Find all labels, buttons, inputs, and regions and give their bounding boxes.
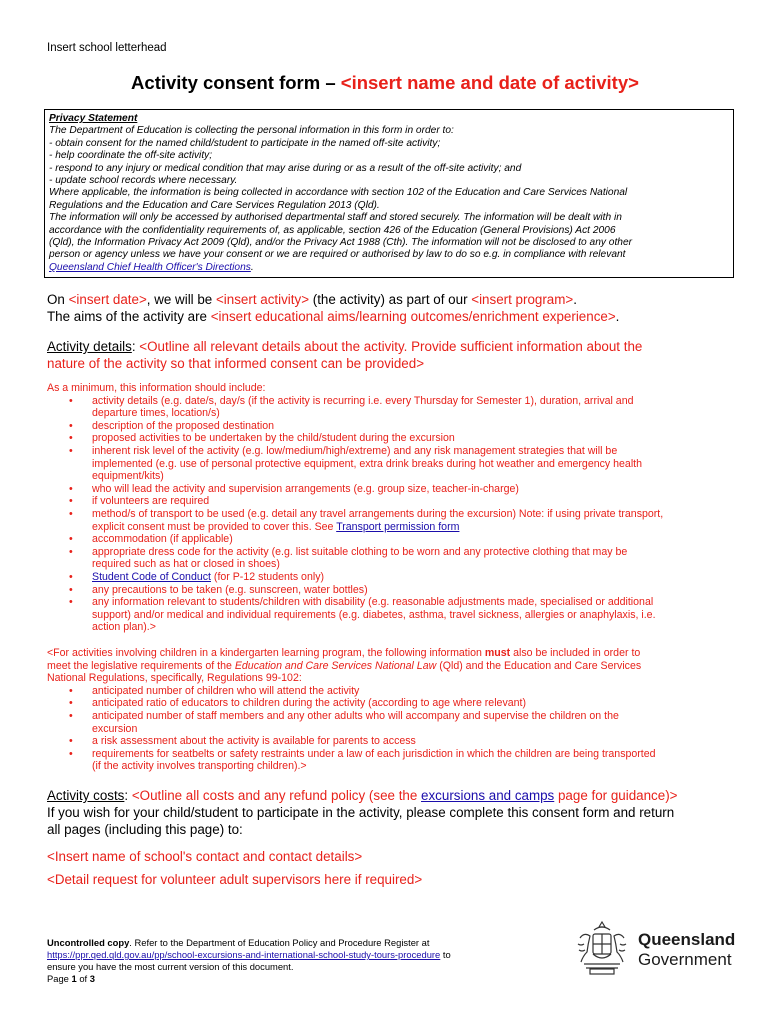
kindergarten-section bbox=[47, 647, 656, 773]
uncontrolled-copy-label: Uncontrolled copy bbox=[47, 937, 130, 948]
volunteer-placeholder: <Detail request for volunteer adult supervisors here if required> bbox=[47, 872, 423, 887]
details-colon: : bbox=[131, 339, 140, 354]
costs-line-1: Activity costs: <Outline all costs and any refund policy (see the excursions and camps page for guidance)> bbox=[47, 788, 678, 803]
transport-permission-link[interactable]: Transport permission form bbox=[336, 520, 460, 533]
footer bbox=[47, 937, 451, 985]
intro-paragraph bbox=[47, 291, 619, 325]
intro-text: (the activity) as part of our bbox=[309, 292, 472, 307]
privacy-link-suffix: . bbox=[250, 261, 254, 273]
privacy-line: Where applicable, the information is being collected in accordance with section 102 of the Education and Care Services National bbox=[49, 187, 628, 199]
minimum-intro: As a minimum, this information should include: bbox=[47, 382, 266, 394]
privacy-statement-box bbox=[44, 109, 734, 278]
activity-costs-heading: Activity costs bbox=[47, 788, 125, 803]
date-placeholder: <insert date> bbox=[68, 292, 147, 307]
costs-line-3: all pages (including this page) to: bbox=[47, 822, 243, 837]
activity-details-section bbox=[47, 338, 642, 372]
intro-text: On bbox=[47, 292, 69, 307]
program-placeholder: <insert program> bbox=[471, 292, 574, 307]
kinder-line: National Regulations, specifically, Regulations 99-102: bbox=[47, 672, 302, 685]
privacy-line: The information will only be accessed by authorised departmental staff and stored securely. The information will be dealt with in bbox=[49, 212, 622, 224]
privacy-line: - obtain consent for the named child/student to participate in the named off-site activity; bbox=[49, 137, 441, 149]
list-item: • requirements for seatbelts or safety restraints under a law of each jurisdiction in which the children are being transported (if the activity involves transporting children).> bbox=[47, 748, 656, 773]
activity-details-heading: Activity details bbox=[47, 339, 132, 354]
list-item: • if volunteers are required bbox=[47, 495, 663, 508]
minimum-info-section bbox=[47, 382, 663, 634]
intro-text: . bbox=[615, 309, 620, 324]
list-item: • proposed activities to be undertaken by the child/student during the excursion bbox=[47, 432, 663, 445]
title-prefix: Activity consent form – bbox=[131, 72, 341, 93]
privacy-line: - help coordinate the off-site activity; bbox=[49, 150, 213, 162]
minimum-list bbox=[47, 395, 663, 634]
logo-wordmark bbox=[638, 930, 735, 970]
contact-placeholder: <Insert name of school's contact and contact details> bbox=[47, 849, 363, 864]
list-item: • Student Code of Conduct (for P-12 students only) bbox=[47, 571, 663, 584]
kinder-list bbox=[47, 685, 656, 773]
details-line-1 bbox=[47, 338, 642, 355]
footer-line-3: ensure you have the most current version of this document. bbox=[47, 961, 294, 972]
privacy-line: - respond to any injury or medical condition that may arise during or as a result of the off-site activity; and bbox=[49, 162, 522, 174]
details-placeholder: <Outline all relevant details about the activity. Provide sufficient information about the bbox=[139, 339, 643, 354]
privacy-link-line bbox=[49, 262, 729, 274]
details-placeholder: nature of the activity so that informed consent can be provided> bbox=[47, 356, 425, 371]
list-item: • a risk assessment about the activity is available for parents to access bbox=[47, 735, 656, 748]
list-item: • anticipated number of staff members and any other adults who will accompany and supervise the children on the excursion bbox=[47, 710, 656, 735]
aims-placeholder: <insert educational aims/learning outcomes/enrichment experience> bbox=[210, 309, 616, 324]
letterhead-placeholder: Insert school letterhead bbox=[47, 42, 167, 54]
privacy-line: Regulations and the Education and Care Services Regulation 2013 (Qld). bbox=[49, 199, 380, 211]
activity-costs-section bbox=[47, 787, 677, 838]
privacy-line: person or agency unless we have your consent or we are required or authorised by law to do so e.g. in compliance with relevant bbox=[49, 249, 626, 261]
chief-health-officer-link[interactable]: Queensland Chief Health Officer's Directions bbox=[49, 261, 251, 273]
privacy-line: accordance with the confidentiality requirements of, as applicable, section 426 of the Education (General Provisions) Act 2006 bbox=[49, 224, 616, 236]
title-placeholder: <insert name and date of activity> bbox=[340, 72, 639, 93]
list-item: • description of the proposed destination bbox=[47, 420, 663, 433]
intro-text: . bbox=[573, 292, 577, 307]
list-item: • accommodation (if applicable) bbox=[47, 533, 663, 546]
kinder-line: <For activities involving children in a kindergarten learning program, the following information must also be included in order to bbox=[47, 647, 641, 659]
list-item: • appropriate dress code for the activity (e.g. list suitable clothing to be worn and any protective clothing that may be required such as hat or closed in shoes) bbox=[47, 546, 663, 571]
logo-line-1: Queensland bbox=[638, 930, 736, 949]
intro-text: , we will be bbox=[146, 292, 216, 307]
intro-text: The aims of the activity are bbox=[47, 309, 211, 324]
list-item: • method/s of transport to be used (e.g. detail any travel arrangements during the excursion) Note: if using private transport, explicit consent must be provided to cover this. See Transport permission form bbox=[47, 508, 663, 533]
list-item: • any information relevant to students/children with disability (e.g. reasonable adjustments made, specialised or additional support) and/or medical and individual requirements (e.g. diabetes, asthma, travel sickness, allergies or anaphylaxis, i.e. action plan).> bbox=[47, 596, 663, 634]
privacy-heading: Privacy Statement bbox=[49, 113, 138, 124]
coat-of-arms-icon bbox=[572, 918, 632, 976]
costs-line-2: If you wish for your child/student to participate in the activity, please complete this consent form and return bbox=[47, 805, 675, 820]
logo-line-2: Government bbox=[638, 950, 732, 969]
footer-line-2: https://ppr.qed.qld.gov.au/pp/school-excursions-and-international-school-study-tours-procedure to bbox=[47, 949, 451, 960]
privacy-line: (Qld), the Information Privacy Act 2009 (Qld), and/or the Privacy Act 1988 (Cth). The information will not be disclosed to any other bbox=[49, 237, 633, 249]
list-item: • inherent risk level of the activity (e.g. low/medium/high/extreme) and any risk management strategies that will be implemented (e.g. use of personal protective equipment, extra drink breaks during hot weather and emergency health equipment/kits) bbox=[47, 445, 663, 483]
list-item: • anticipated ratio of educators to children during the activity (according to age where relevant) bbox=[47, 697, 656, 710]
student-code-of-conduct-link[interactable]: Student Code of Conduct bbox=[92, 570, 211, 583]
list-item: • any precautions to be taken (e.g. sunscreen, water bottles) bbox=[47, 584, 663, 597]
list-item: • activity details (e.g. date/s, day/s (if the activity is recurring i.e. every Thursday for Semester 1), duration, arrival and departure times, location/s) bbox=[47, 395, 663, 420]
ppr-procedure-link[interactable]: https://ppr.qed.qld.gov.au/pp/school-excursions-and-international-school-study-tours-procedure bbox=[47, 949, 441, 960]
page-title bbox=[0, 72, 770, 94]
privacy-line: The Department of Education is collecting the personal information in this form in order to: bbox=[49, 125, 454, 137]
kinder-line: meet the legislative requirements of the Education and Care Services National Law (Qld) and the Education and Care Services bbox=[47, 659, 642, 672]
intro-line-2 bbox=[47, 308, 619, 325]
intro-line-1 bbox=[47, 291, 619, 308]
excursions-and-camps-link[interactable]: excursions and camps bbox=[421, 788, 555, 803]
queensland-government-logo bbox=[572, 918, 750, 976]
activity-placeholder: <insert activity> bbox=[215, 292, 310, 307]
footer-line-1: Uncontrolled copy. Refer to the Department of Education Policy and Procedure Register at bbox=[47, 937, 430, 948]
privacy-line: - update school records where necessary. bbox=[49, 175, 238, 187]
page-number: Page 1 of 3 bbox=[47, 973, 95, 984]
list-item: • anticipated number of children who will attend the activity bbox=[47, 685, 656, 698]
list-item: • who will lead the activity and supervision arrangements (e.g. group size, teacher-in-charge) bbox=[47, 483, 663, 496]
